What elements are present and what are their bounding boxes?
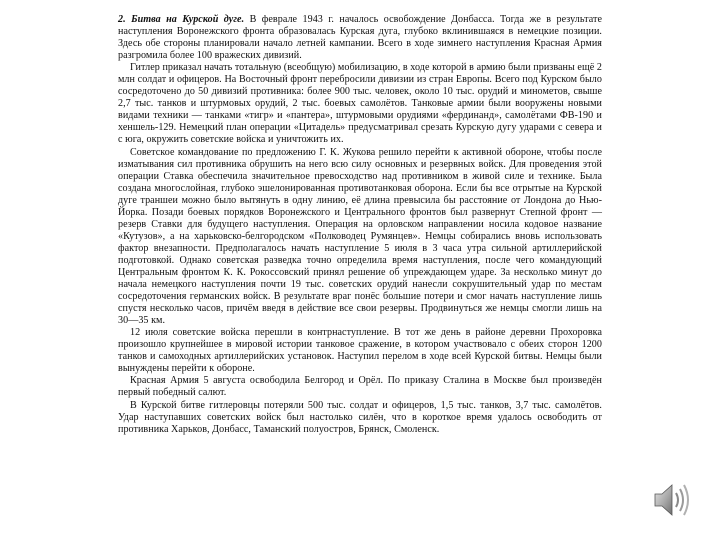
document-text [118,14,602,436]
paragraph-4: 12 июля советские войска перешли в контрнаступление. В тот же день в районе деревни Прохоровка произошло крупнейшее в мировой истории танковое сражение, в котором участвовало с обеих сторон 1200 танков и самоходных артиллерийских установок. Наступил перелом в ходе всей Курской битвы. Немцы были вынуждены перейти к обороне. [118,327,602,375]
paragraph-1 [118,14,602,62]
speaker-icon[interactable] [651,480,693,520]
paragraph-1-text: В феврале 1943 г. началось освобождение Донбасса. Тогда же в результате наступления Воронежского фронта образовалась Курская дуга, глубоко вклинившаяся в немецкие позиции. Здесь обе стороны планировали начало летней кампании. Всего в ходе зимнего наступления Красная Армия разгромила более 100 вражеских дивизий. [118,14,602,62]
paragraph-5: Красная Армия 5 августа освободила Белгород и Орёл. По приказу Сталина в Москве был произведён первый победный салют. [118,375,602,399]
section-heading: 2. Битва на Курской дуге. [118,14,245,25]
paragraph-3: Советское командование по предложению Г. К. Жукова решило перейти к активной обороне, чтобы после изматывания сил противника обрушить на него всю силу основных и резервных войск. Для проведения этой операции Ставка обеспечила значительное превосходство над противником в живой силе и технике. Была создана многослойная, глубоко эшелонированная противотанковая оборона. Если бы все отрытые на Курской дуге траншеи можно было вытянуть в одну линию, её длина превысила бы расстояние от Лондона до Нью-Йорка. Позади боевых порядков Воронежского и Центрального фронтов был развернут Степной фронт — резерв Ставки для будущего наступления. Операция на орловском направлении носила кодовое название «Кутузов», а на харьковско-белгородском «Полководец Румянцев». Немцы собирались вновь использовать фактор внезапности. Предполагалось начать наступление 5 июля в 3 часа утра сильной артиллерийской подготовкой. Однако советская разведка точно определила время наступления, после чего командующий Центральным фронтом К. К. Рокоссовский принял решение об упреждающем ударе. За несколько минут до начала немецкого наступления почти 19 тыс. советских орудий нанесли сокрушительный удар по местам сосредоточения германских войск. В результате враг понёс большие потери и смог начать наступление лишь спустя несколько часов, причём введя в действие все свои резервы. Продвинуться же немцы смогли лишь на 30—35 км. [118,146,602,327]
paragraph-6: В Курской битве гитлеровцы потеряли 500 тыс. солдат и офицеров, 1,5 тыс. танков, 3,7 тыс. самолётов. Удар наступавших советских войск был настолько силён, что в короткое время удалось освободить от противника Харьков, Донбасс, Таманский полуостров, Брянск, Смоленск. [118,399,602,435]
paragraph-2: Гитлер приказал начать тотальную (всеобщую) мобилизацию, в ходе которой в армию были призваны ещё 2 млн солдат и офицеров. На Восточный фронт перебросили дивизии из стран Европы. Всего под Курском было сосредоточено до 50 дивизий противника: более 900 тыс. человек, около 10 тыс. орудий и минометов, свыше 2,7 тыс. танков и штурмовых орудий, 2 тыс. боевых самолётов. Танковые армии были вооружены новыми видами техники — танками «тигр» и «пантера», штурмовыми орудиями «фердинанд», самолётами ФВ-190 и хеншель-129. Немецкий план операции «Цитадель» предусматривал срезать Курскую дугу ударами с севера и с юга, окружить советские войска и уничтожить их. [118,62,602,146]
